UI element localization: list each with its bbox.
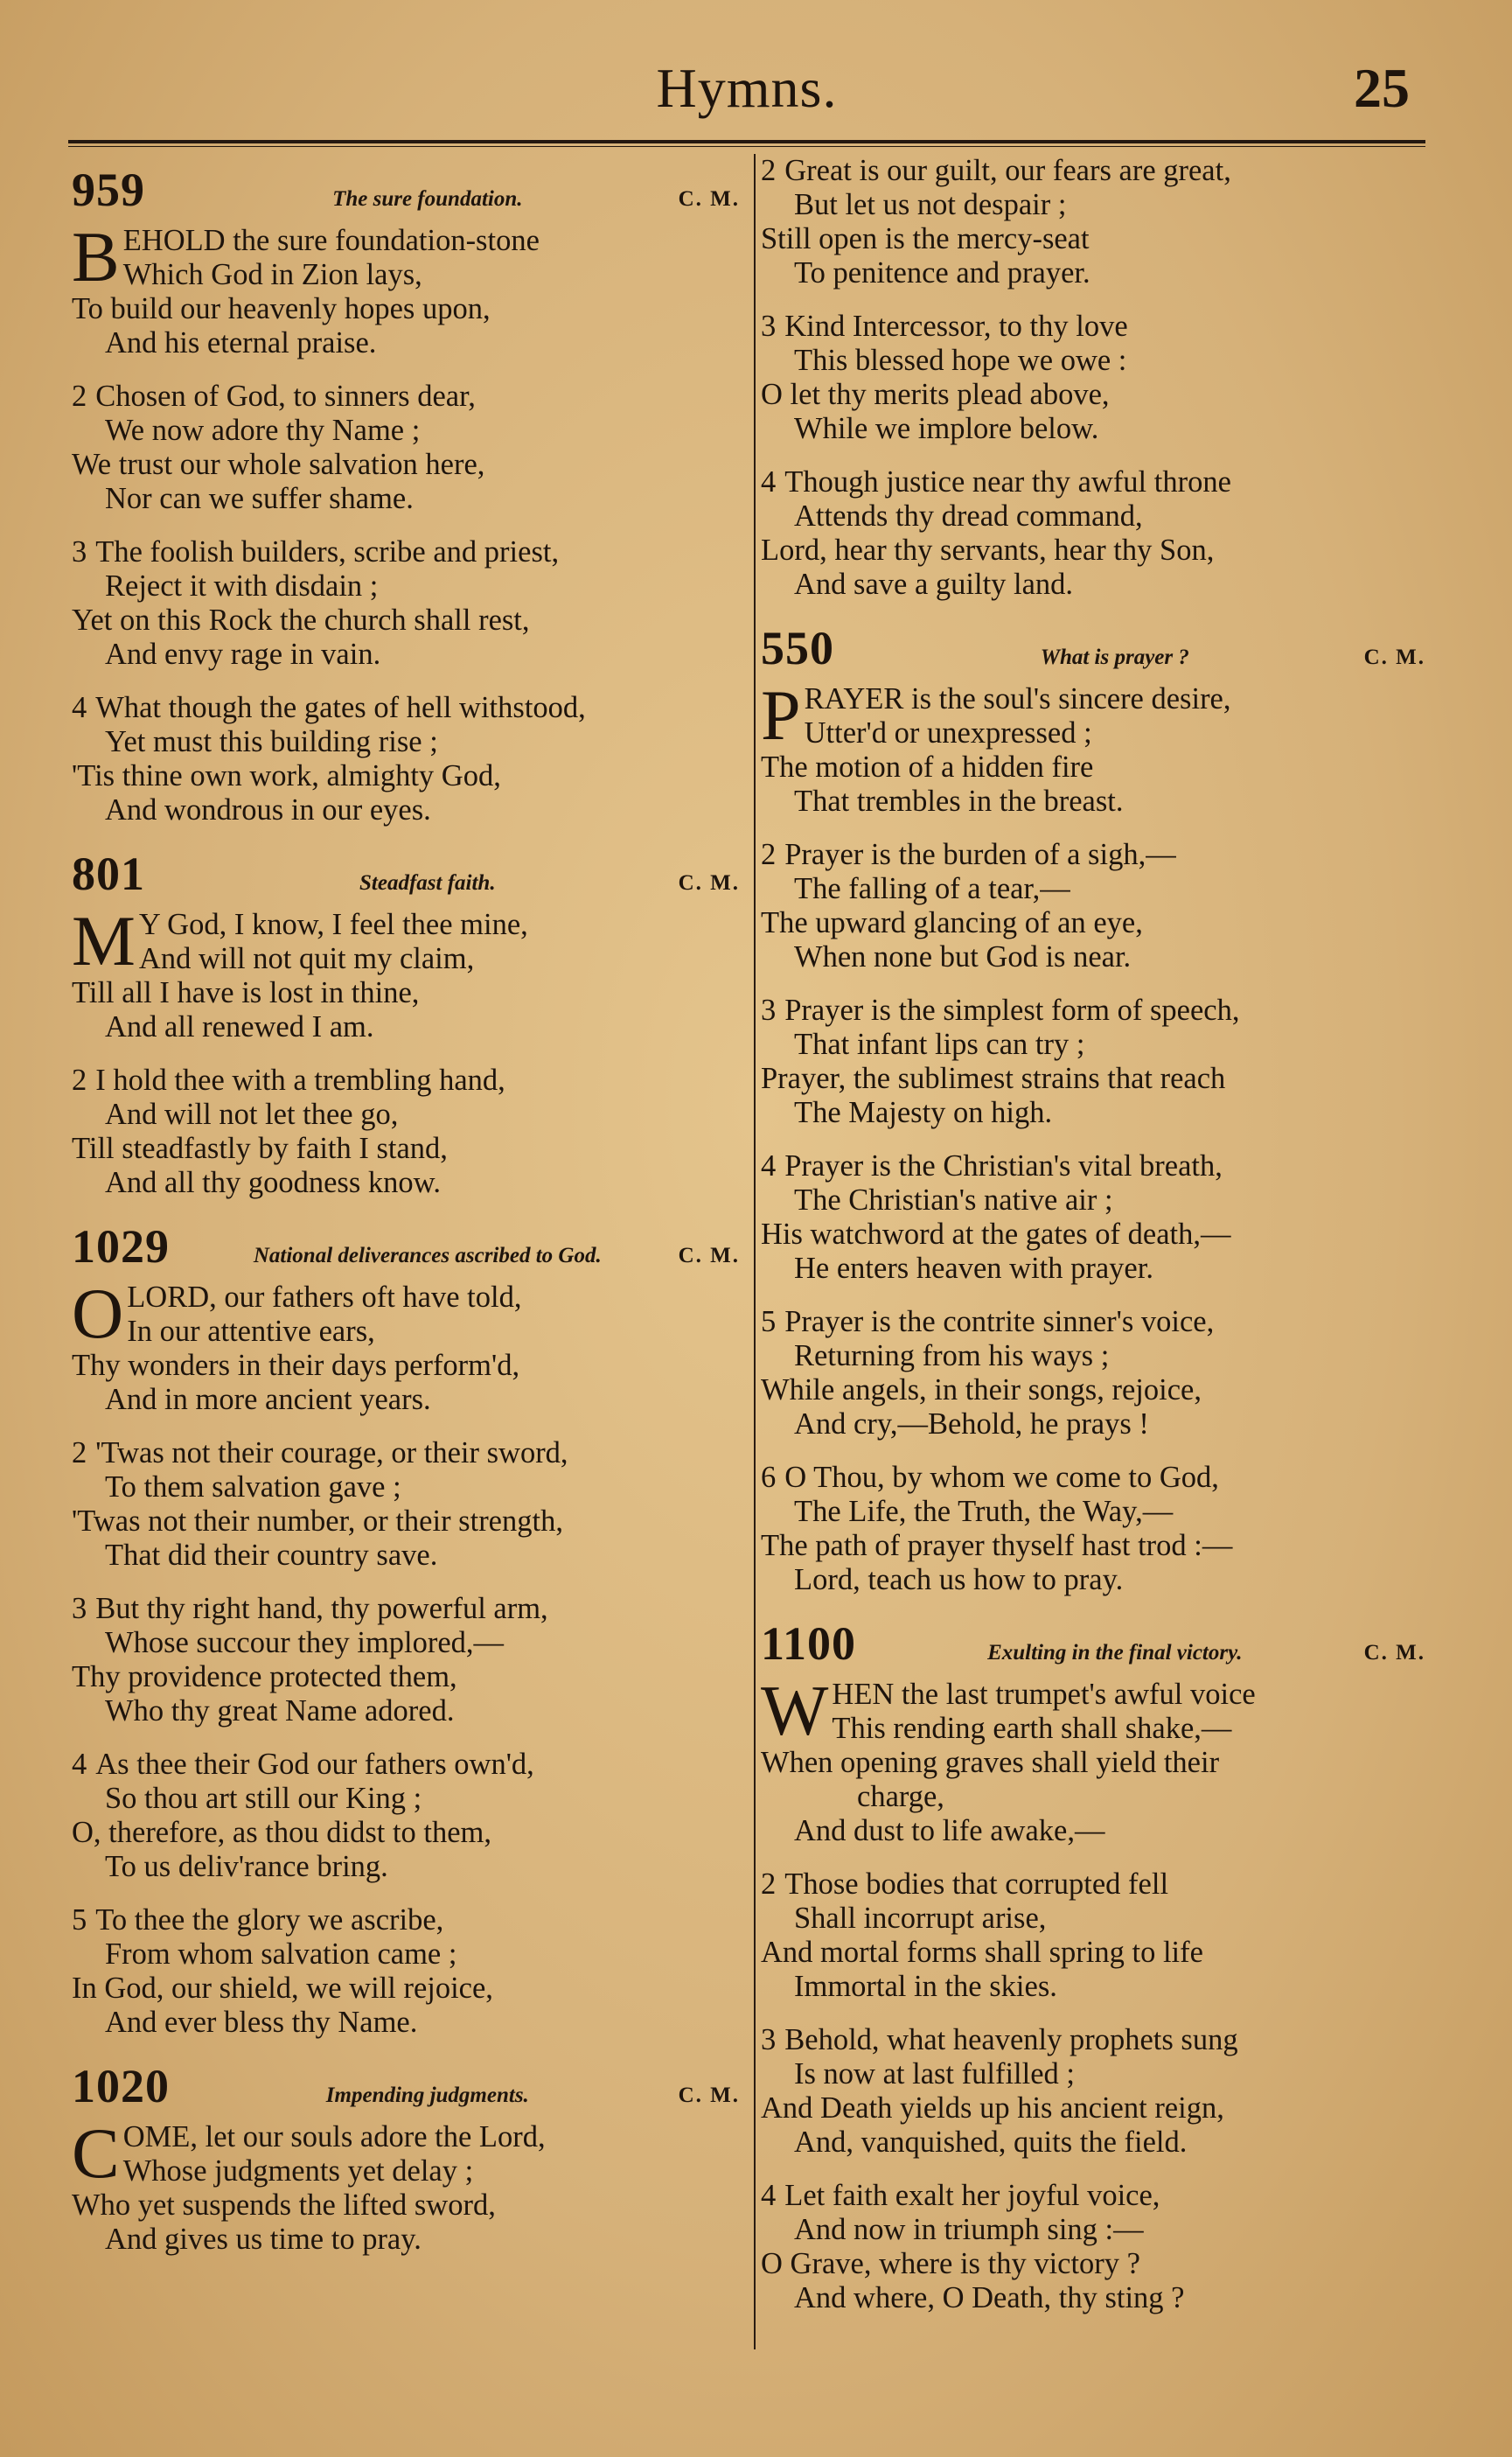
stanza-number: 2	[72, 1436, 87, 1469]
line-text: The falling of a tear,—	[794, 872, 1070, 905]
stanza-line	[72, 1972, 740, 2006]
line-text: To thee the glory we ascribe,	[95, 1903, 444, 1937]
hymn-meter: C. M.	[678, 2084, 740, 2107]
stanza-line	[72, 2006, 740, 2040]
stanza-line	[761, 1149, 1425, 1183]
stanza-line	[761, 1218, 1425, 1252]
header-rule-thin	[68, 146, 1425, 147]
stanza-line	[72, 482, 740, 516]
right-column	[761, 154, 1425, 2335]
hymn-meter: C. M.	[678, 1244, 740, 1267]
stanza-line	[72, 1470, 740, 1504]
line-text: But thy right hand, thy powerful arm,	[95, 1592, 548, 1625]
drop-cap-initial: W	[761, 1671, 829, 1750]
stanza-number: 4	[72, 691, 87, 724]
stanza-line	[761, 750, 1425, 785]
stanza-line	[72, 326, 740, 360]
line-text: Who yet suspends the lifted sword,	[72, 2188, 496, 2222]
line-text: O Grave, where is thy victory ?	[761, 2247, 1140, 2280]
line-text: To them salvation gave ;	[105, 1470, 401, 1504]
stanza-line	[761, 838, 1425, 872]
stanza-line	[72, 1748, 740, 1782]
stanza-line	[761, 1970, 1425, 2004]
stanza	[761, 1867, 1425, 2004]
stanza-line	[761, 2281, 1425, 2315]
line-text: To penitence and prayer.	[794, 256, 1090, 290]
stanza-line	[761, 2213, 1425, 2247]
stanza-line	[72, 1010, 740, 1044]
hymn-heading	[72, 1219, 740, 1281]
hymn-topic: The sure foundation.	[332, 187, 523, 211]
stanza-line	[72, 292, 740, 326]
stanza-line	[761, 2247, 1425, 2281]
line-text: As thee their God our fathers own'd,	[95, 1748, 534, 1781]
line-text: Thy providence protected them,	[72, 1660, 457, 1693]
stanza-line	[72, 1626, 740, 1660]
line-text: And ever bless thy Name.	[105, 2006, 418, 2039]
line-text: And envy rage in vain.	[105, 638, 381, 671]
hymn-number: 959	[72, 164, 145, 216]
line-text: The path of prayer thyself hast trod :—	[761, 1529, 1233, 1562]
line-text: His watchword at the gates of death,—	[761, 1218, 1231, 1251]
line-text: And wondrous in our eyes.	[105, 793, 431, 827]
stanza-line	[761, 465, 1425, 499]
drop-cap-initial: B	[72, 217, 120, 297]
line-text: O, therefore, as thou didst to them,	[72, 1816, 492, 1849]
line-text: Yet must this building rise ;	[105, 725, 438, 758]
stanza-number: 6	[761, 1461, 777, 1494]
stanza-line	[761, 1712, 1425, 1746]
stanza-number: 3	[761, 2023, 777, 2056]
stanza	[761, 465, 1425, 602]
hymn-heading	[72, 2059, 740, 2120]
line-text: This blessed hope we owe :	[794, 344, 1127, 377]
stanza-number: 5	[761, 1305, 777, 1338]
stanza-line	[72, 569, 740, 604]
hymn-block	[72, 847, 740, 1200]
line-text: And where, O Death, thy sting ?	[794, 2281, 1185, 2314]
hymn-heading	[761, 1616, 1425, 1678]
line-text: RAYER is the soul's sincere desire,	[804, 682, 1231, 715]
stanza-line	[761, 1096, 1425, 1130]
hymn-number: 550	[761, 622, 834, 674]
hymn-number: 801	[72, 848, 145, 900]
stanza-line	[761, 785, 1425, 819]
stanza-line	[72, 1850, 740, 1884]
line-text: And all thy goodness know.	[105, 1166, 441, 1199]
stanza-line	[761, 412, 1425, 446]
hymn-meter: C. M.	[678, 871, 740, 895]
line-text: Which God in Zion lays,	[122, 258, 422, 291]
line-text: But let us not despair ;	[794, 188, 1067, 221]
stanza-line	[72, 1383, 740, 1417]
line-text: In God, our shield, we will rejoice,	[72, 1972, 493, 2005]
hymn-block	[761, 1616, 1425, 2315]
stanza-line	[761, 1902, 1425, 1936]
stanza-line	[761, 2125, 1425, 2160]
stanza-line	[72, 759, 740, 793]
stanza-line	[72, 1504, 740, 1539]
hymn-block	[72, 1219, 740, 2040]
hymn-meter: C. M.	[1363, 1641, 1425, 1665]
line-text: And mortal forms shall spring to life	[761, 1936, 1203, 1969]
line-text: That did their country save.	[105, 1539, 438, 1572]
line-text: Prayer, the sublimest strains that reach	[761, 1062, 1226, 1095]
line-text: Those bodies that corrupted fell	[784, 1867, 1169, 1901]
hymn-block	[761, 621, 1425, 1597]
stanza-line	[72, 793, 740, 827]
stanza	[761, 2179, 1425, 2315]
stanza-line	[761, 1814, 1425, 1848]
line-text: charge,	[857, 1780, 944, 1813]
stanza	[761, 675, 1425, 819]
line-text: What though the gates of hell withstood,	[95, 691, 586, 724]
line-text: The motion of a hidden fire	[761, 750, 1094, 784]
stanza-line	[761, 1529, 1425, 1563]
stanza	[72, 901, 740, 1044]
line-text: And will not quit my claim,	[138, 942, 475, 975]
hymn-topic: Impending judgments.	[325, 2084, 529, 2107]
line-text: And cry,—Behold, he prays !	[794, 1407, 1149, 1441]
stanza-number: 2	[72, 380, 87, 413]
hymn-meter: C. M.	[678, 187, 740, 211]
line-text: Yet on this Rock the church shall rest,	[72, 604, 530, 637]
stanza	[761, 2023, 1425, 2160]
stanza-line	[72, 976, 740, 1010]
stanza-line	[72, 1903, 740, 1937]
stanza-line	[761, 310, 1425, 344]
line-text: That infant lips can try ;	[794, 1028, 1085, 1061]
stanza-line	[761, 1563, 1425, 1597]
hymn-heading	[761, 621, 1425, 682]
stanza-line	[72, 1315, 740, 1349]
line-text: Who thy great Name adored.	[105, 1694, 455, 1728]
line-text: When none but God is near.	[794, 940, 1132, 974]
stanza-line	[761, 1339, 1425, 1373]
hymn-heading	[72, 163, 740, 224]
line-text: And now in triumph sing :—	[794, 2213, 1144, 2246]
line-text: Lord, hear thy servants, hear thy Son,	[761, 534, 1215, 567]
stanza-line	[761, 568, 1425, 602]
stanza-number: 2	[761, 838, 777, 871]
stanza-line	[761, 1746, 1425, 1780]
stanza-line	[761, 344, 1425, 378]
stanza	[72, 1903, 740, 2040]
stanza-line	[72, 1660, 740, 1694]
stanza	[72, 1592, 740, 1728]
line-text: Immortal in the skies.	[794, 1970, 1057, 2003]
hymn-number: 1029	[72, 1220, 170, 1273]
stanza	[761, 994, 1425, 1130]
line-text: Utter'd or unexpressed ;	[804, 716, 1092, 750]
line-text: When opening graves shall yield their	[761, 1746, 1220, 1779]
stanza-number: 4	[72, 1748, 87, 1781]
stanza-line	[761, 716, 1425, 750]
stanza	[761, 838, 1425, 974]
line-text: Attends thy dread command,	[794, 499, 1143, 533]
page-title: Hymns.	[656, 57, 838, 119]
stanza-line	[761, 2091, 1425, 2125]
line-text: LORD, our fathers oft have told,	[127, 1281, 522, 1314]
stanza-line	[761, 1407, 1425, 1441]
line-text: And all renewed I am.	[105, 1010, 374, 1044]
line-text: He enters heaven with prayer.	[794, 1252, 1153, 1285]
stanza-line	[72, 638, 740, 672]
line-text: And gives us time to pray.	[105, 2223, 422, 2256]
stanza	[72, 2113, 740, 2257]
stanza-line	[72, 1539, 740, 1573]
stanza-line	[761, 940, 1425, 974]
stanza-line	[72, 448, 740, 482]
stanza	[72, 535, 740, 672]
stanza-number: 5	[72, 1903, 87, 1937]
hymn-meter: C. M.	[1363, 646, 1425, 669]
hymn-topic: Steadfast faith.	[359, 871, 496, 895]
stanza-line	[761, 1062, 1425, 1096]
stanza-line	[72, 1349, 740, 1383]
stanza-number: 4	[761, 465, 777, 499]
line-text: Prayer is the burden of a sigh,—	[784, 838, 1176, 871]
stanza-line	[72, 414, 740, 448]
line-text: O Thou, by whom we come to God,	[784, 1461, 1219, 1494]
stanza-line	[761, 256, 1425, 290]
line-text: HEN the last trumpet's awful voice	[832, 1678, 1256, 1711]
stanza-number: 3	[761, 310, 777, 343]
column-divider	[754, 154, 756, 2349]
line-text: Till steadfastly by faith I stand,	[72, 1132, 448, 1165]
line-text: The Majesty on high.	[794, 1096, 1053, 1129]
stanza-line	[72, 725, 740, 759]
stanza	[72, 1748, 740, 1884]
stanza-line	[72, 604, 740, 638]
line-text: 'Tis thine own work, almighty God,	[72, 759, 501, 792]
stanza-line	[761, 1780, 1425, 1814]
stanza	[72, 1274, 740, 1417]
stanza-line	[72, 1816, 740, 1850]
stanza-line	[72, 1098, 740, 1132]
line-text: Great is our guilt, our fears are great,	[784, 154, 1231, 187]
stanza-line	[72, 380, 740, 414]
line-text: So thou art still our King ;	[105, 1782, 422, 1815]
stanza	[761, 1461, 1425, 1597]
stanza-line	[761, 378, 1425, 412]
stanza-number: 3	[72, 535, 87, 569]
line-text: OME, let our souls adore the Lord,	[122, 2120, 546, 2153]
stanza-line	[761, 188, 1425, 222]
line-text: Prayer is the contrite sinner's voice,	[784, 1305, 1215, 1338]
line-text: To build our heavenly hopes upon,	[72, 292, 491, 325]
line-text: EHOLD the sure foundation-stone	[122, 224, 540, 257]
stanza-line	[72, 1694, 740, 1728]
stanza-number: 2	[72, 1064, 87, 1097]
line-text: From whom salvation came ;	[105, 1937, 457, 1971]
line-text: In our attentive ears,	[127, 1315, 375, 1348]
stanza-line	[761, 1028, 1425, 1062]
line-text: Behold, what heavenly prophets sung	[784, 2023, 1238, 2056]
line-text: Returning from his ways ;	[794, 1339, 1110, 1372]
line-text: While angels, in their songs, rejoice,	[761, 1373, 1202, 1406]
line-text: And will not let thee go,	[105, 1098, 399, 1131]
line-text: Let faith exalt her joyful voice,	[784, 2179, 1160, 2212]
stanza-line	[761, 2023, 1425, 2057]
line-text: Lord, teach us how to pray.	[794, 1563, 1124, 1596]
line-text: 'Twas not their number, or their strength,	[72, 1504, 563, 1538]
line-text: O let thy merits plead above,	[761, 378, 1110, 411]
line-text: The Christian's native air ;	[794, 1183, 1113, 1217]
stanza-number: 4	[761, 1149, 777, 1183]
stanza-line	[72, 1937, 740, 1972]
line-text: Shall incorrupt arise,	[794, 1902, 1047, 1935]
line-text: The Life, the Truth, the Way,—	[794, 1495, 1174, 1528]
hymn-number: 1020	[72, 2060, 170, 2112]
line-text: And, vanquished, quits the field.	[794, 2125, 1188, 2159]
stanza-line	[72, 691, 740, 725]
hymn-number: 1100	[761, 1617, 857, 1670]
line-text: Still open is the mercy-seat	[761, 222, 1090, 255]
line-text: Reject it with disdain ;	[105, 569, 379, 603]
hymn-topic: Exulting in the final victory.	[987, 1641, 1243, 1665]
line-text: And save a guilty land.	[794, 568, 1074, 601]
stanza-line	[761, 1252, 1425, 1286]
stanza	[761, 1305, 1425, 1441]
stanza-line	[72, 942, 740, 976]
line-text: Whose succour they implored,—	[105, 1626, 505, 1659]
stanza-number: 3	[761, 994, 777, 1027]
line-text: To us deliv'rance bring.	[105, 1850, 388, 1883]
line-text: Prayer is the Christian's vital breath,	[784, 1149, 1223, 1183]
stanza-line	[761, 499, 1425, 534]
stanza-line	[761, 1373, 1425, 1407]
stanza-line	[761, 534, 1425, 568]
stanza-line	[761, 1183, 1425, 1218]
drop-cap-initial: P	[761, 675, 801, 755]
line-text: Nor can we suffer shame.	[105, 482, 414, 515]
hymn-block	[72, 2059, 740, 2257]
stanza-line	[761, 994, 1425, 1028]
stanza-number: 3	[72, 1592, 87, 1625]
stanza	[72, 1436, 740, 1573]
line-text: While we implore below.	[794, 412, 1099, 445]
stanza	[72, 217, 740, 360]
stanza-line	[72, 1132, 740, 1166]
stanza-line	[761, 1461, 1425, 1495]
stanza	[761, 154, 1425, 290]
page-number: 25	[1354, 57, 1410, 119]
line-text: Whose judgments yet delay ;	[122, 2154, 474, 2188]
stanza	[761, 1671, 1425, 1848]
hymn-heading	[72, 847, 740, 908]
stanza-line	[72, 2188, 740, 2223]
line-text: Kind Intercessor, to thy love	[784, 310, 1128, 343]
hymn-block	[72, 163, 740, 827]
stanza-line	[761, 222, 1425, 256]
stanza-line	[72, 2223, 740, 2257]
stanza-line	[72, 1166, 740, 1200]
stanza-line	[761, 1936, 1425, 1970]
header-rule	[68, 140, 1425, 143]
line-text: Till all I have is lost in thine,	[72, 976, 420, 1009]
drop-cap-initial: O	[72, 1274, 124, 1353]
line-text: I hold thee with a trembling hand,	[95, 1064, 505, 1097]
stanza-line	[761, 2179, 1425, 2213]
stanza-line	[72, 1782, 740, 1816]
stanza-line	[72, 1592, 740, 1626]
line-text: Is now at last fulfilled ;	[794, 2057, 1075, 2091]
line-text: This rending earth shall shake,—	[832, 1712, 1232, 1745]
stanza	[72, 1064, 740, 1200]
stanza	[761, 1149, 1425, 1286]
line-text: The foolish builders, scribe and priest,	[95, 535, 560, 569]
stanza	[72, 691, 740, 827]
drop-cap-initial: M	[72, 901, 136, 981]
line-text: Y God, I know, I feel thee mine,	[138, 908, 528, 941]
stanza-line	[761, 1867, 1425, 1902]
stanza-line	[72, 258, 740, 292]
stanza	[761, 310, 1425, 446]
line-text: That trembles in the breast.	[794, 785, 1124, 818]
line-text: We trust our whole salvation here,	[72, 448, 485, 481]
stanza-line	[72, 1436, 740, 1470]
hymn-block	[761, 154, 1425, 602]
stanza	[72, 380, 740, 516]
line-text: We now adore thy Name ;	[105, 414, 421, 447]
stanza-line	[761, 906, 1425, 940]
stanza-number: 2	[761, 154, 777, 187]
hymn-topic: What is prayer ?	[1040, 646, 1189, 669]
line-text: And dust to life awake,—	[794, 1814, 1105, 1847]
page-header	[68, 52, 1425, 140]
line-text: And Death yields up his ancient reign,	[761, 2091, 1224, 2125]
stanza-line	[761, 154, 1425, 188]
line-text: The upward glancing of an eye,	[761, 906, 1143, 939]
line-text: 'Twas not their courage, or their sword,	[95, 1436, 568, 1469]
line-text: Prayer is the simplest form of speech,	[784, 994, 1240, 1027]
stanza-number: 4	[761, 2179, 777, 2212]
stanza-line	[761, 872, 1425, 906]
stanza-line	[72, 535, 740, 569]
line-text: Though justice near thy awful throne	[784, 465, 1231, 499]
line-text: And his eternal praise.	[105, 326, 377, 359]
line-text: Chosen of God, to sinners dear,	[95, 380, 476, 413]
left-column	[72, 154, 740, 2276]
stanza-line	[761, 2057, 1425, 2091]
stanza-line	[72, 2154, 740, 2188]
drop-cap-initial: C	[72, 2113, 120, 2193]
stanza-line	[761, 1495, 1425, 1529]
stanza-line	[72, 1064, 740, 1098]
hymn-topic: National deliverances ascribed to God.	[253, 1244, 602, 1267]
stanza-line	[761, 1305, 1425, 1339]
line-text: And in more ancient years.	[105, 1383, 431, 1416]
stanza-number: 2	[761, 1867, 777, 1901]
line-text: Thy wonders in their days perform'd,	[72, 1349, 520, 1382]
